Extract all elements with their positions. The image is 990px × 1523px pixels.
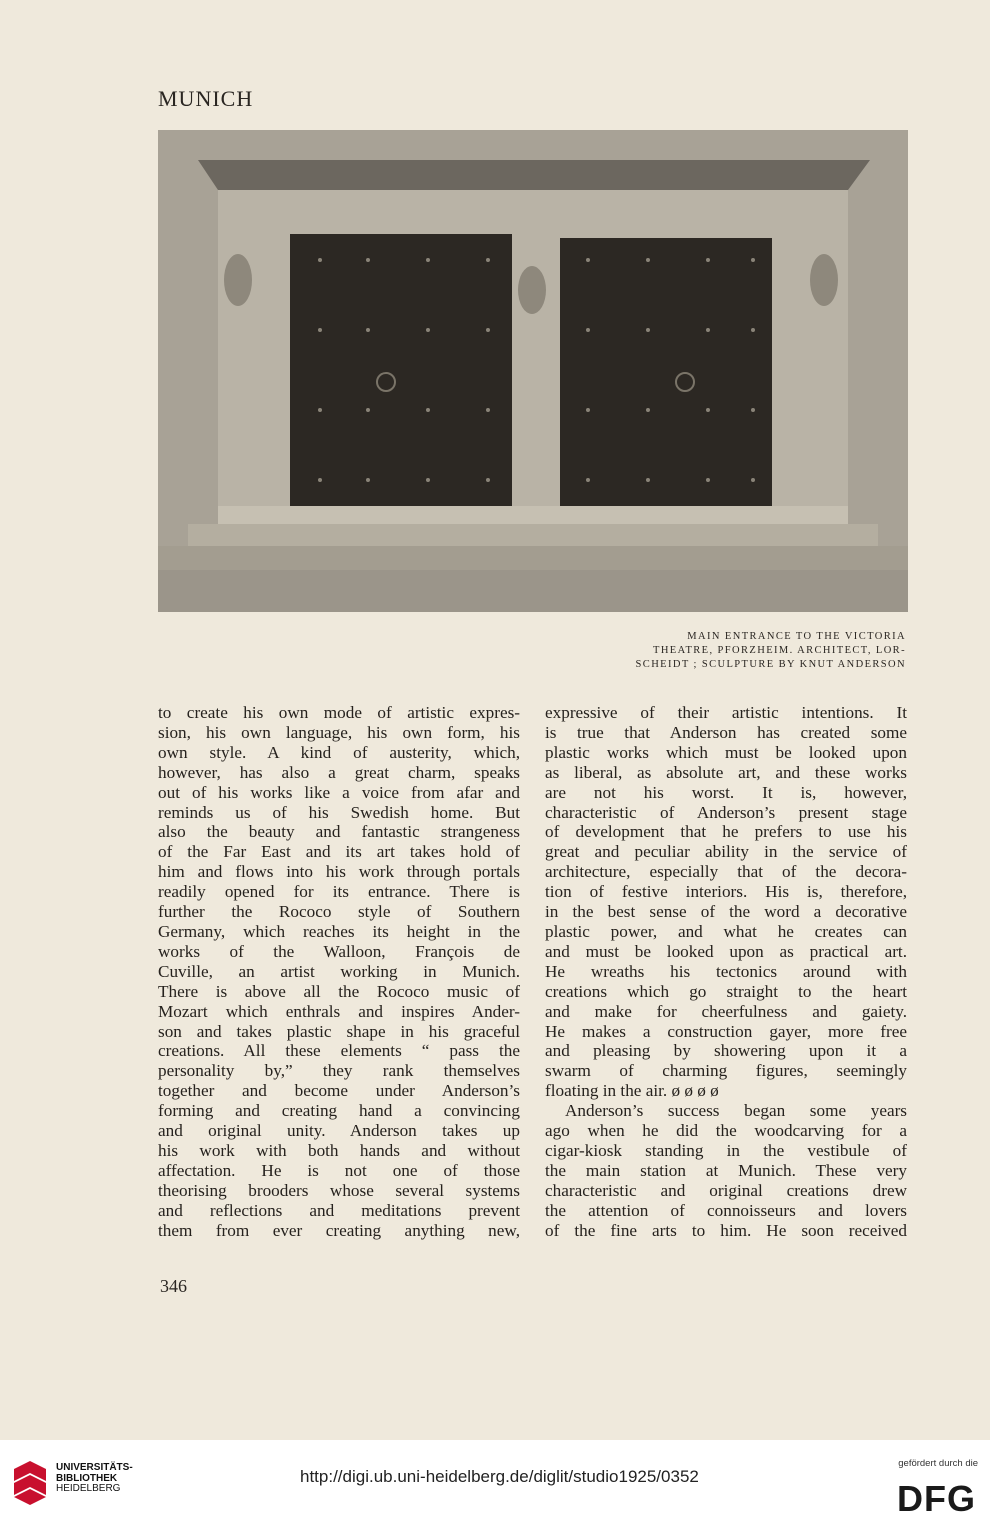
text-line: expressive of their artistic intentions. It	[545, 703, 907, 722]
text-line: son and takes plastic shape in his graceful	[158, 1021, 520, 1041]
text-line: swarm of charming figures, seemingly	[545, 1061, 907, 1081]
text-line: works of the Walloon, François de	[158, 941, 520, 961]
text-line: readily opened for its entrance. There is	[158, 882, 520, 902]
text-line: the attention of connoisseurs and lovers	[545, 1200, 907, 1220]
text-line: He makes a construction gayer, more free	[545, 1021, 907, 1041]
text-line: floating in the air. ø ø ø ø	[545, 1081, 719, 1101]
text-line: own style. A kind of austerity, which,	[158, 742, 520, 762]
caption-line: THEATRE, PFORZHEIM. ARCHITECT, LOR-	[653, 645, 906, 656]
library-logo-icon	[10, 1459, 50, 1505]
text-line: his work with both hands and without	[158, 1140, 520, 1160]
text-line: of the fine arts to him. He soon received	[545, 1220, 907, 1240]
body-column-left	[158, 703, 520, 1240]
text-line: of the Far East and its art takes hold of	[158, 842, 520, 862]
dfg-logo: DFG	[897, 1478, 976, 1519]
page-number: 346	[160, 1276, 187, 1296]
caption-line: MAIN ENTRANCE TO THE VICTORIA	[687, 631, 906, 642]
text-line: them from ever creating anything new,	[158, 1220, 520, 1240]
text-line: also the beauty and fantastic strangeness	[158, 822, 520, 842]
library-name	[56, 1463, 133, 1495]
running-head: MUNICH	[158, 86, 254, 111]
photo-caption	[560, 630, 906, 672]
text-line: tion of festive interiors. His is, therefore,	[545, 882, 907, 902]
entrance-photograph	[158, 130, 908, 612]
text-line: and make for cheerfulness and gaiety.	[545, 1001, 907, 1021]
text-line: Mozart which enthrals and inspires Ander-	[158, 1001, 520, 1021]
text-line: as liberal, as absolute art, and these works	[545, 762, 907, 782]
text-line: plastic power, and what he creates can	[545, 921, 907, 941]
source-url-link[interactable]: http://digi.ub.uni-heidelberg.de/diglit/studio1925/0352	[300, 1467, 699, 1486]
text-line: architecture, especially that of the decora-	[545, 862, 907, 882]
text-line: ago when he did the woodcarving for a	[545, 1121, 907, 1141]
text-line: affectation. He is not one of those	[158, 1160, 520, 1180]
text-line: the main station at Munich. These very	[545, 1160, 907, 1180]
text-line: him and flows into his work through portals	[158, 862, 520, 882]
caption-line: SCHEIDT ; SCULPTURE BY KNUT ANDERSON	[635, 659, 906, 670]
text-line: characteristic of Anderson’s present stage	[545, 802, 907, 822]
body-column-right	[545, 703, 907, 1240]
text-line: together and become under Anderson’s	[158, 1081, 520, 1101]
text-line: and reflections and meditations prevent	[158, 1200, 520, 1220]
entrance-illustration	[158, 130, 908, 612]
text-line: forming and creating hand a convincing	[158, 1101, 520, 1121]
text-line: characteristic and original creations drew	[545, 1180, 907, 1200]
text-line: reminds us of his Swedish home. But	[158, 802, 520, 822]
text-line: plastic works which must be looked upon	[545, 742, 907, 762]
text-line: however, has also a great charm, speaks	[158, 762, 520, 782]
text-line: Cuville, an artist working in Munich.	[158, 961, 520, 981]
text-line: There is above all the Rococo music of	[158, 981, 520, 1001]
text-line: cigar-kiosk standing in the vestibule of	[545, 1140, 907, 1160]
library-name-line: HEIDELBERG	[56, 1483, 121, 1494]
text-line: great and peculiar ability in the service of	[545, 842, 907, 862]
text-line: creations which go straight to the heart	[545, 981, 907, 1001]
text-line: and pleasing by showering upon it a	[545, 1041, 907, 1061]
text-line: He wreaths his tectonics around with	[545, 961, 907, 981]
text-line: Anderson’s success began some years	[565, 1101, 907, 1121]
text-line: are not his worst. It is, however,	[545, 782, 907, 802]
text-line: to create his own mode of artistic expres-	[158, 703, 520, 722]
text-line: sion, his own language, his own form, his	[158, 722, 520, 742]
text-line: in the best sense of the word a decorative	[545, 902, 907, 922]
text-line: and original unity. Anderson takes up	[158, 1121, 520, 1141]
text-line: and must be looked upon as practical art.	[545, 941, 907, 961]
text-line: theorising brooders whose several systems	[158, 1180, 520, 1200]
text-line: out of his works like a voice from afar and	[158, 782, 520, 802]
text-line: of development that he prefers to use his	[545, 822, 907, 842]
text-line: further the Rococo style of Southern	[158, 902, 520, 922]
text-line: is true that Anderson has created some	[545, 722, 907, 742]
library-name-line: UNIVERSITÄTS-	[56, 1462, 133, 1473]
library-name-line: BIBLIOTHEK	[56, 1472, 118, 1484]
text-line: Germany, which reaches its height in the	[158, 921, 520, 941]
text-line: creations. All these elements “ pass the	[158, 1041, 520, 1061]
funded-by-label: gefördert durch die	[898, 1458, 978, 1469]
text-line: personality by,” they rank themselves	[158, 1061, 520, 1081]
